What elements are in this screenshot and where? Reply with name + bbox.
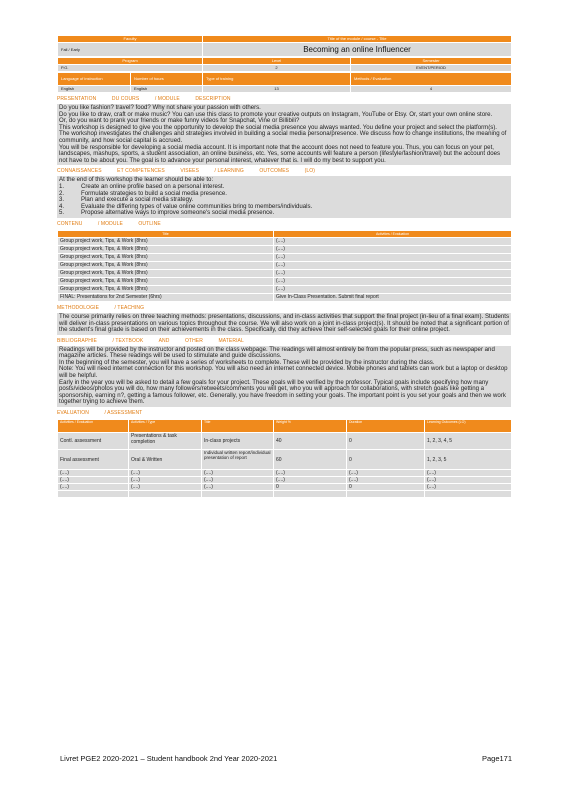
outline-cell: Group project work, Tips, & Work (8hrs) bbox=[58, 277, 274, 285]
section-word: / MODULE bbox=[97, 220, 123, 227]
outline-table bbox=[57, 230, 512, 302]
outline-cell: Give In-Class Presentation. Submit final report bbox=[274, 293, 512, 301]
methods-label: Methods / Evaluation bbox=[351, 73, 512, 86]
table-row bbox=[58, 261, 512, 269]
section-word: MATERIAL bbox=[218, 337, 244, 344]
eval-cell bbox=[58, 491, 129, 498]
eval-cell: (....) bbox=[347, 477, 425, 484]
section-word: OUTCOMES bbox=[259, 168, 290, 175]
table-row bbox=[58, 285, 512, 293]
methodology-box bbox=[57, 313, 511, 335]
outline-cell: (....) bbox=[274, 253, 512, 261]
description-paragraph: Do you like to draw, craft or make music? You can use this class to promote your creative outputs on Instagram, YouTube or Etsy. Or, start your own online store. bbox=[59, 110, 493, 118]
eval-cell: 1, 2, 3, 5 bbox=[425, 450, 512, 470]
section-heading-description bbox=[57, 95, 511, 104]
language-value-2: English bbox=[131, 86, 203, 93]
outcome-text: Evaluate the differing types of value online communities bring to members/individuals. bbox=[81, 202, 313, 210]
level-value: 2 bbox=[203, 65, 351, 72]
outcome-number: 2. bbox=[59, 189, 65, 197]
outline-cell: Group project work, Tips, & Work (8hrs) bbox=[58, 253, 274, 261]
eval-cell: In-class projects bbox=[202, 433, 274, 450]
eval-cell: (....) bbox=[425, 470, 512, 477]
section-word: PRESENTATION bbox=[57, 96, 97, 102]
eval-cell: 0 bbox=[347, 433, 425, 450]
program-value: P.G. bbox=[58, 65, 203, 72]
section-word: OUTLINE bbox=[138, 220, 161, 227]
eval-cell: (....) bbox=[425, 484, 512, 491]
section-heading-outline bbox=[57, 220, 511, 229]
language-label: Language of instruction bbox=[58, 73, 131, 86]
outcome-text: Propose alternative ways to improve someone's social media presence. bbox=[81, 209, 275, 217]
section-word: (LO) bbox=[304, 168, 315, 175]
description-paragraph: The workshop investigates the challenges and strategies involved in building a social media persona/presence. We discuss how to change institutions, the meaning of community, and how social capital is accrued. bbox=[59, 130, 507, 144]
eval-cell bbox=[425, 491, 512, 498]
section-heading-assessment bbox=[57, 409, 511, 418]
description-paragraph: Do you like fashion? travel? food? Why not share your passion with others. bbox=[59, 104, 261, 111]
section-word: DESCRIPTION bbox=[195, 96, 231, 102]
eval-cell bbox=[202, 491, 274, 498]
eval-cell: (....) bbox=[202, 477, 274, 484]
methodology-paragraph: The course primarily relies on three teaching methods: presentations, discussions, and in-class activities that support the final project (in-lieu of a final exam). Students will deliver in-class presentations on various topics throughout the course. We will also work on a joint in-class project(s). It should be noted that a significant portion of the student's final grade is based on their achievements in the class. Specifically, did they achieve their self-selected goals for their online project. bbox=[59, 312, 509, 334]
outline-cell: Group project work, Tips, & Work (8hrs) bbox=[58, 285, 274, 293]
eval-header: Learning Outcomes (LO) bbox=[425, 420, 512, 433]
table-row bbox=[58, 293, 512, 301]
table-row bbox=[58, 433, 512, 450]
section-word: / MODULE bbox=[154, 96, 180, 102]
program-label: Program bbox=[58, 58, 203, 65]
outcome-number: 5. bbox=[59, 209, 65, 217]
training-type-label: Type of training bbox=[203, 73, 351, 86]
eval-cell: 0 bbox=[274, 484, 347, 491]
section-word: ET COMPETENCES bbox=[117, 168, 165, 175]
section-word: EVALUATION bbox=[57, 410, 89, 417]
outcomes-box bbox=[57, 176, 511, 218]
eval-cell bbox=[347, 491, 425, 498]
outline-cell: (....) bbox=[274, 269, 512, 277]
eval-header: Activities / Evaluation bbox=[58, 420, 129, 433]
outcome-text: Formulate strategies to build a social media presence. bbox=[81, 189, 227, 197]
section-word: CONTENU bbox=[57, 220, 83, 227]
eval-cell: 40 bbox=[274, 433, 347, 450]
assessment-table bbox=[57, 419, 512, 498]
eval-cell: (....) bbox=[347, 470, 425, 477]
page-footer bbox=[60, 754, 512, 763]
section-word: BIBLIOGRAPHIE bbox=[57, 337, 97, 344]
section-word: CONNAISSANCES bbox=[57, 168, 102, 175]
table-row bbox=[58, 237, 512, 245]
eval-header: Title bbox=[202, 420, 274, 433]
eval-cell bbox=[129, 491, 202, 498]
bibliography-paragraph: Readings will be provided by the instructor and posted on the class webpage. The readings will almost entirely be from the popular press, such as newspaper and magazine articles. These readings will be used to stimulate and guide discussions. bbox=[59, 345, 495, 360]
eval-cell: (....) bbox=[425, 477, 512, 484]
description-paragraph: You will be responsible for developing a social media account. It is important note that the account does not need to feature you. Thus, you can focus on your pet, landscapes, mashups, sports, a student association, an online business, etc. Yes, some accounts will feature a person (lifestyle/fashion/travel) but the account does not have to be about you. The goal is to advance your personal interest, whatever that is. I will do my best to support you. bbox=[59, 143, 501, 164]
table-row bbox=[58, 269, 512, 277]
eval-cell: (....) bbox=[202, 470, 274, 477]
description-paragraph: Or, do you want to prank your friends or make funny videos for Snapchat, Vine or Billibili? bbox=[59, 117, 300, 125]
outline-cell: (....) bbox=[274, 237, 512, 245]
eval-cell: Final assessment bbox=[58, 450, 129, 470]
bibliography-paragraph: In the beginning of the semester, you will have a series of worksheets to complete. These will be provided by the instructor during the class. bbox=[59, 358, 435, 366]
section-word: VISEES bbox=[180, 168, 200, 175]
outcome-item bbox=[59, 210, 509, 217]
header-faculty-value: Fall / Early bbox=[58, 43, 203, 57]
course-sheet bbox=[57, 35, 511, 498]
section-word: AND bbox=[158, 337, 170, 344]
course-details-table bbox=[57, 72, 512, 93]
eval-cell: (....) bbox=[129, 477, 202, 484]
table-row bbox=[58, 470, 512, 477]
page-number: Page171 bbox=[481, 754, 512, 763]
eval-cell: (....) bbox=[274, 470, 347, 477]
bibliography-paragraph: Note: You will need internet connection for this workshop. You will also need an internet connected device. Mobile phones and tablets can work but a laptop or desktop will be helpful. bbox=[59, 365, 508, 380]
section-word: METHODOLOGIE bbox=[57, 304, 100, 311]
course-header-table bbox=[57, 35, 512, 57]
semester-value: EVENT/PERIOD bbox=[351, 65, 512, 72]
language-value: English bbox=[58, 86, 131, 93]
eval-cell: Presentations & task completion bbox=[129, 433, 202, 450]
eval-cell: Oral & Written bbox=[129, 450, 202, 470]
header-faculty-label: Faculty bbox=[58, 36, 203, 43]
section-heading-teaching bbox=[57, 304, 511, 313]
coefficient-value: 4 bbox=[351, 86, 512, 93]
outline-cell: (....) bbox=[274, 245, 512, 253]
outline-cell: (....) bbox=[274, 285, 512, 293]
outline-cell: (....) bbox=[274, 277, 512, 285]
section-word: DU COURS bbox=[111, 96, 140, 102]
outline-cell: Group project work, Tips, & Work (8hrs) bbox=[58, 245, 274, 253]
section-word: / TEACHING bbox=[114, 304, 145, 311]
outcome-number: 3. bbox=[59, 196, 65, 204]
eval-cell: 60 bbox=[274, 450, 347, 470]
hours-value: 13 bbox=[203, 86, 351, 93]
level-label: Level bbox=[203, 58, 351, 65]
header-title-label: Title of the module / course - Title bbox=[203, 36, 512, 43]
table-row bbox=[58, 484, 512, 491]
eval-cell: (....) bbox=[274, 477, 347, 484]
outline-cell: (....) bbox=[274, 261, 512, 269]
outline-header-title: Title bbox=[58, 230, 274, 237]
section-word: / LEARNING bbox=[214, 168, 244, 175]
table-row bbox=[58, 245, 512, 253]
outcomes-intro: At the end of this workshop the learner should be able to: bbox=[59, 176, 214, 184]
eval-cell: (....) bbox=[58, 470, 129, 477]
eval-cell: Contl. assessment bbox=[58, 433, 129, 450]
outcome-number: 1. bbox=[59, 182, 65, 190]
eval-cell: 1, 2, 3, 4, 5 bbox=[425, 433, 512, 450]
outline-cell: Group project work, Tips, & Work (8hrs) bbox=[58, 237, 274, 245]
outline-header-activities: Activities / Evaluation bbox=[274, 230, 512, 237]
outline-cell: FINAL: Presentations for 2nd Semester (6hrs) bbox=[58, 293, 274, 301]
eval-cell: (....) bbox=[129, 470, 202, 477]
description-box bbox=[57, 104, 511, 165]
section-word: / ASSESSMENT bbox=[104, 410, 143, 417]
outcome-number: 4. bbox=[59, 202, 65, 210]
hours-label: Number of hours bbox=[131, 73, 203, 86]
eval-header: Activities / Type bbox=[129, 420, 202, 433]
course-info-table bbox=[57, 57, 512, 72]
bibliography-box bbox=[57, 346, 511, 407]
outcome-text: Create an online profile based on a personal interest. bbox=[81, 182, 225, 190]
semester-label: Semester bbox=[351, 58, 512, 65]
outline-cell: Group project work, Tips, & Work (8hrs) bbox=[58, 269, 274, 277]
eval-cell: Individual written report/individual presentation of report bbox=[202, 450, 274, 470]
description-paragraph: This workshop is designed to give you the opportunity to develop the social media presence you always wanted. You define your project and select the platform(s). bbox=[59, 123, 497, 131]
eval-cell: 0 bbox=[347, 484, 425, 491]
course-title: Becoming an online Influencer bbox=[203, 43, 512, 57]
table-row bbox=[58, 277, 512, 285]
table-row bbox=[58, 477, 512, 484]
eval-cell: (....) bbox=[129, 484, 202, 491]
bibliography-paragraph: Early in the year you will be asked to detail a few goals for your project. These goals will be verified by the professor. Typical goals include specifying how many posts/videos/photos you will do, how many followers/retweets/comments you will get, who you will approach for collaborations, with stretch goals like getting a sponsorship, earning n?, getting a famous follower, etc. Generally, you have freedom in setting your goals. The important point is you set your goals and then we work together trying to achieve them. bbox=[59, 378, 506, 406]
eval-cell: 0 bbox=[347, 450, 425, 470]
eval-header: Duration bbox=[347, 420, 425, 433]
footer-handbook-label: Livret PGE2 2020-2021 – Student handbook 2nd Year 2020-2021 bbox=[60, 754, 278, 763]
outcome-text: Plan and execute a social media strategy. bbox=[81, 196, 194, 204]
section-word: / TEXTBOOK bbox=[112, 337, 144, 344]
eval-cell bbox=[274, 491, 347, 498]
outline-cell: Group project work, Tips, & Work (8hrs) bbox=[58, 261, 274, 269]
eval-cell: (....) bbox=[202, 484, 274, 491]
section-heading-bibliography bbox=[57, 337, 511, 346]
table-row bbox=[58, 253, 512, 261]
table-row bbox=[58, 491, 512, 498]
eval-header: Weight % bbox=[274, 420, 347, 433]
section-heading-outcomes bbox=[57, 167, 511, 176]
section-word: OTHER bbox=[184, 337, 203, 344]
table-row bbox=[58, 450, 512, 470]
eval-cell: (....) bbox=[58, 484, 129, 491]
eval-cell: (....) bbox=[58, 477, 129, 484]
